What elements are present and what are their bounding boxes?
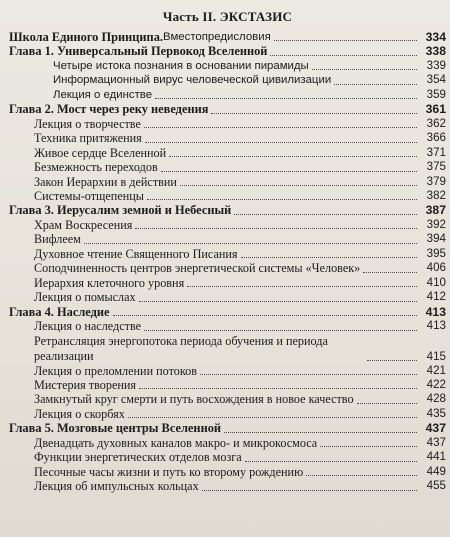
entry-title: Двенадцать духовных каналов макро- и микрокосмоса — [34, 435, 318, 450]
chapter-entry — [9, 203, 446, 217]
page-number: 362 — [426, 116, 446, 130]
entry-title: Системы-отщепенцы — [34, 188, 144, 203]
entry-title: Лекция о преломлении потоков — [34, 363, 198, 378]
dot-leader — [274, 40, 417, 41]
dot-leader — [139, 388, 417, 389]
dot-leader — [169, 156, 417, 157]
section-entry — [9, 59, 446, 73]
page-number: 395 — [426, 246, 446, 260]
entry-title: Глава 4. Наследие — [9, 304, 110, 319]
dot-leader — [334, 84, 417, 85]
entry-title: Мистерия творения — [34, 377, 137, 392]
page-number: 339 — [426, 58, 446, 72]
page-number: 435 — [426, 406, 446, 420]
dot-leader — [200, 374, 417, 375]
page-number: 415 — [426, 349, 446, 363]
page-number: 371 — [426, 145, 446, 159]
chapter-entry — [9, 102, 446, 116]
dot-leader — [113, 315, 417, 316]
dot-leader — [245, 461, 417, 462]
entry-title: Лекция об импульсных кольцах — [34, 479, 199, 494]
section-entry — [9, 247, 446, 261]
dot-leader — [312, 69, 417, 70]
section-entry — [9, 131, 446, 145]
entry-title: Лекция о единстве — [53, 88, 153, 101]
page-number: 375 — [426, 160, 446, 174]
dot-leader — [234, 214, 417, 215]
entry-title: Духовное чтение Священного Писания — [34, 246, 238, 261]
page-number: 441 — [426, 450, 446, 464]
section-entry — [9, 218, 446, 232]
part-title: Часть II. ЭКСТАЗИС — [162, 9, 293, 24]
section-entry — [9, 232, 446, 246]
section-entry — [9, 160, 446, 174]
dot-leader — [180, 185, 417, 186]
entry-title: Лекция о творчестве — [34, 116, 141, 131]
section-entry — [9, 450, 446, 464]
section-entry — [9, 88, 446, 102]
section-entry — [9, 117, 446, 131]
page-number: 361 — [425, 102, 446, 117]
dot-leader — [363, 272, 417, 273]
entry-title: Ретрансляция энергопотока периода обучения и периода реализации — [34, 333, 328, 363]
section-entry — [9, 189, 446, 203]
entry-title: Замкнутый круг смерти и путь восхождения в новое качество — [34, 392, 354, 407]
page-number: 410 — [426, 275, 446, 289]
entry-title: Живое сердце Вселенной — [34, 145, 167, 160]
dot-leader — [84, 243, 417, 244]
page-number: 406 — [426, 261, 446, 275]
section-entry — [9, 175, 446, 189]
page-number: 422 — [426, 377, 446, 391]
table-of-contents — [9, 30, 446, 494]
page-number: 359 — [426, 87, 446, 101]
dot-leader — [187, 286, 417, 287]
entry-title: Вифлеем — [34, 232, 81, 247]
dot-leader — [147, 199, 417, 200]
entry-title: Соподчиненность центров энергетической системы «Человек» — [34, 261, 361, 276]
section-entry — [9, 73, 446, 87]
dot-leader — [241, 257, 417, 258]
dot-leader — [144, 127, 417, 128]
entry-subtitle: Вместопредисловия — [163, 31, 271, 43]
entry-title: Глава 3. Иерусалим земной и Небесный — [9, 203, 232, 218]
entry-title: Техника притяжения — [34, 131, 142, 146]
page-number: 338 — [425, 44, 446, 59]
page-number: 394 — [426, 232, 446, 246]
section-entry — [9, 334, 446, 364]
entry-title: Лекция о наследстве — [34, 319, 142, 334]
dot-leader — [135, 228, 417, 229]
page-number: 413 — [425, 304, 446, 319]
section-entry — [9, 407, 446, 421]
entry-title: Закон Иерархии в действии — [34, 174, 177, 189]
page-number: 428 — [426, 392, 446, 406]
section-entry — [9, 465, 446, 479]
dot-leader — [144, 330, 417, 331]
dot-leader — [270, 55, 417, 56]
page-number: 449 — [426, 464, 446, 478]
page-number: 334 — [425, 30, 446, 44]
page-number: 387 — [425, 203, 446, 218]
section-entry — [9, 436, 446, 450]
dot-leader — [211, 113, 417, 114]
dot-leader — [367, 360, 417, 361]
dot-leader — [306, 475, 417, 476]
entry-title: Школа Единого Принципа. — [9, 30, 163, 44]
page-number: 455 — [426, 479, 446, 493]
page-number: 366 — [426, 131, 446, 145]
section-entry — [9, 378, 446, 392]
page-number: 437 — [426, 435, 446, 449]
chapter-entry — [9, 305, 446, 319]
page-number: 382 — [426, 188, 446, 202]
entry-title: Информационный вирус человеческой цивилизации — [53, 74, 332, 87]
chapter-entry — [9, 30, 446, 44]
section-entry — [9, 261, 446, 275]
entry-title: Глава 2. Мост через реку неведения — [9, 102, 209, 117]
page-number: 354 — [426, 73, 446, 87]
section-entry — [9, 276, 446, 290]
page-number: 379 — [426, 174, 446, 188]
page-number: 392 — [426, 217, 446, 231]
entry-title: Четыре истока познания в основании пирамиды — [53, 59, 309, 72]
entry-title: Храм Воскресения — [34, 217, 133, 232]
dot-leader — [139, 301, 417, 302]
page-number: 437 — [425, 421, 446, 436]
section-entry — [9, 479, 446, 493]
entry-title: Функции энергетических отделов мозга — [34, 450, 242, 465]
dot-leader — [155, 98, 417, 99]
dot-leader — [357, 403, 417, 404]
dot-leader — [128, 417, 417, 418]
entry-title: Лекция о скорбях — [34, 406, 125, 421]
section-entry — [9, 290, 446, 304]
entry-title: Глава 1. Универсальный Первокод Вселенной — [9, 44, 268, 59]
dot-leader — [224, 432, 417, 433]
entry-title: Иерархия клеточного уровня — [34, 275, 185, 290]
section-entry — [9, 319, 446, 333]
chapter-entry — [9, 421, 446, 435]
entry-title: Глава 5. Мозговые центры Вселенной — [9, 421, 222, 436]
entry-title: Песочные часы жизни и путь ко второму рождению — [34, 464, 304, 479]
dot-leader — [320, 446, 417, 447]
section-entry — [9, 392, 446, 406]
dot-leader — [145, 142, 417, 143]
page-number: 421 — [426, 363, 446, 377]
section-entry — [9, 364, 446, 378]
dot-leader — [202, 490, 417, 491]
page-number: 412 — [426, 290, 446, 304]
dot-leader — [161, 171, 417, 172]
section-entry — [9, 146, 446, 160]
page-number: 413 — [426, 319, 446, 333]
entry-title: Лекция о помыслах — [34, 290, 136, 305]
entry-title: Безмежность переходов — [34, 160, 158, 175]
chapter-entry — [9, 44, 446, 58]
